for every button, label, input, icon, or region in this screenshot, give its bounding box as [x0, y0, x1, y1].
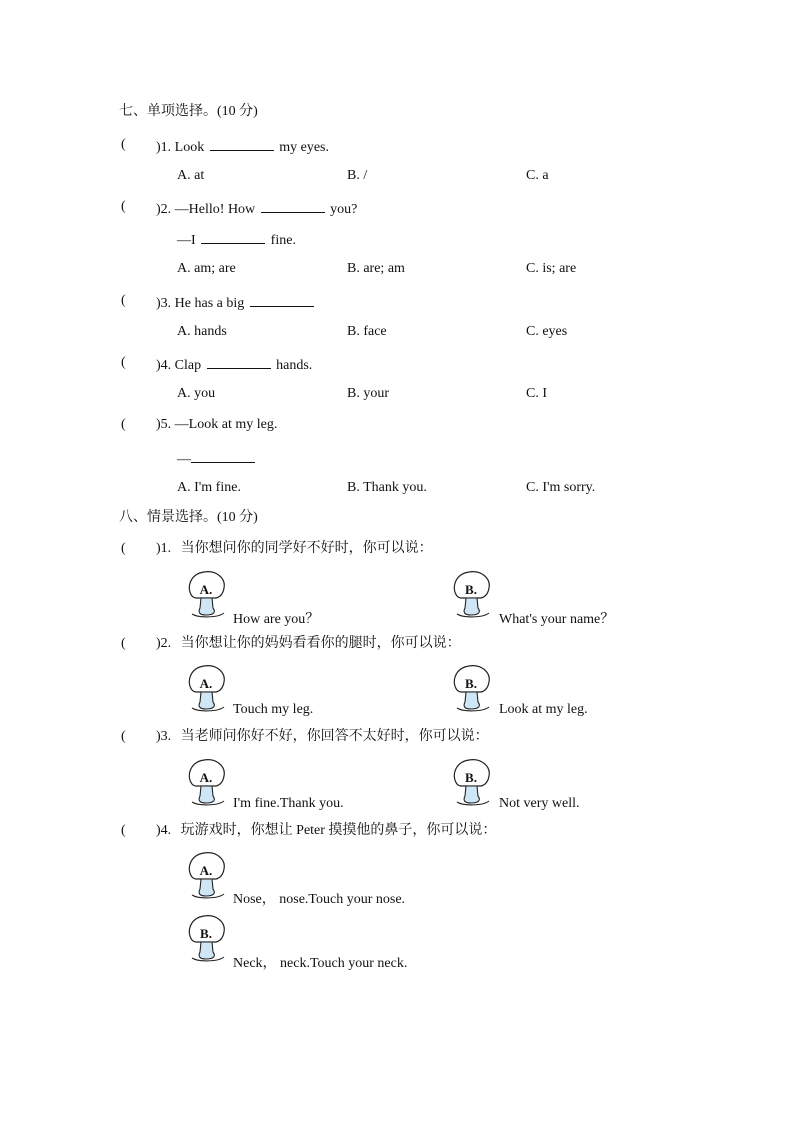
question-number: )2. — [156, 636, 172, 651]
question-number: )4. — [156, 823, 172, 838]
question-8-2 — [156, 635, 461, 653]
mushroom-icon[interactable] — [451, 570, 499, 620]
question-text: Look — [174, 140, 205, 155]
question-text: — — [177, 452, 191, 467]
option-b-text[interactable]: Not very well. — [499, 796, 580, 811]
question-8-4 — [156, 822, 496, 840]
question-8-3 — [156, 728, 489, 746]
fill-blank[interactable] — [250, 292, 314, 307]
question-number: )1. — [156, 541, 172, 556]
answer-paren[interactable] — [121, 198, 126, 216]
paren-open: ( — [121, 541, 126, 556]
answer-paren[interactable] — [121, 416, 126, 434]
mushroom-icon[interactable] — [451, 758, 499, 808]
option-b[interactable]: B. Thank you. — [347, 480, 427, 495]
fill-blank[interactable] — [191, 448, 255, 463]
fill-blank[interactable] — [210, 136, 274, 151]
question-7-2 — [156, 198, 357, 219]
option-a[interactable]: A. am; are — [177, 261, 236, 276]
option-letter: A. — [199, 582, 213, 597]
question-number: )2. — [156, 202, 172, 217]
answer-paren[interactable] — [121, 292, 126, 310]
option-letter: A. — [199, 863, 213, 878]
paren-open: ( — [121, 293, 126, 308]
option-a[interactable]: A. hands — [177, 324, 227, 339]
option-c[interactable]: C. a — [526, 168, 549, 183]
question-text: fine. — [270, 233, 296, 248]
paren-open: ( — [121, 199, 126, 214]
option-c[interactable]: C. I'm sorry. — [526, 480, 596, 495]
question-7-2-line2 — [177, 229, 296, 250]
section-8-title: 八、情景选择。(10 分) — [119, 510, 258, 525]
question-number: )5. — [156, 417, 172, 432]
question-7-5-line2 — [177, 448, 257, 469]
option-c[interactable]: C. I — [526, 386, 547, 401]
option-letter: B. — [465, 676, 477, 691]
section-7-title: 七、单项选择。(10 分) — [119, 104, 258, 119]
question-text: hands. — [276, 358, 313, 373]
question-8-1 — [156, 540, 433, 558]
question-prompt: 当你想问你的同学好不好时，你可以说： — [180, 541, 433, 556]
option-b-text[interactable]: Look at my leg. — [499, 702, 588, 717]
fill-blank[interactable] — [201, 229, 265, 244]
option-b[interactable]: B. / — [347, 168, 368, 183]
mushroom-icon[interactable] — [186, 664, 234, 714]
answer-paren[interactable] — [121, 635, 126, 653]
option-a[interactable]: A. I'm fine. — [177, 480, 241, 495]
mushroom-icon[interactable] — [186, 570, 234, 620]
paren-open: ( — [121, 417, 126, 432]
paren-open: ( — [121, 137, 126, 152]
question-text: you? — [330, 202, 358, 217]
answer-paren[interactable] — [121, 540, 126, 558]
option-c[interactable]: C. is; are — [526, 261, 577, 276]
answer-paren[interactable] — [121, 822, 126, 840]
question-text: my eyes. — [279, 140, 329, 155]
paren-open: ( — [121, 823, 126, 838]
option-letter: A. — [199, 676, 213, 691]
option-b[interactable]: B. your — [347, 386, 389, 401]
paren-open: ( — [121, 636, 126, 651]
question-text: —Hello! How — [174, 202, 256, 217]
question-7-4 — [156, 354, 312, 375]
question-7-3 — [156, 292, 316, 313]
question-text: —I — [177, 233, 196, 248]
option-c[interactable]: C. eyes — [526, 324, 568, 339]
option-a-text[interactable]: Nose， nose.Touch your nose. — [233, 892, 406, 907]
question-prompt: 玩游戏时，你想让 Peter 摸摸他的鼻子，你可以说： — [180, 823, 497, 838]
question-text: He has a big — [174, 296, 245, 311]
option-letter: B. — [465, 770, 477, 785]
question-7-5 — [156, 416, 277, 434]
question-text: Clap — [174, 358, 202, 373]
fill-blank[interactable] — [207, 354, 271, 369]
question-number: )3. — [156, 729, 172, 744]
option-letter: B. — [465, 582, 477, 597]
option-letter: A. — [199, 770, 213, 785]
answer-paren[interactable] — [121, 354, 126, 372]
mushroom-icon[interactable] — [186, 851, 234, 901]
question-text: —Look at my leg. — [174, 417, 278, 432]
option-a-text[interactable]: How are you？ — [233, 612, 320, 627]
fill-blank[interactable] — [261, 198, 325, 213]
question-prompt: 当你想让你的妈妈看看你的腿时，你可以说： — [180, 636, 461, 651]
paren-open: ( — [121, 729, 126, 744]
question-number: )1. — [156, 140, 172, 155]
option-a-text[interactable]: I'm fine.Thank you. — [233, 796, 344, 811]
mushroom-icon[interactable] — [186, 758, 234, 808]
option-a[interactable]: A. you — [177, 386, 216, 401]
answer-paren[interactable] — [121, 136, 126, 154]
mushroom-icon[interactable] — [186, 914, 234, 964]
option-b-text[interactable]: Neck， neck.Touch your neck. — [233, 956, 408, 971]
paren-open: ( — [121, 355, 126, 370]
option-b[interactable]: B. face — [347, 324, 387, 339]
question-7-1 — [156, 136, 329, 157]
option-b[interactable]: B. are; am — [347, 261, 405, 276]
option-a[interactable]: A. at — [177, 168, 205, 183]
question-number: )3. — [156, 296, 172, 311]
option-a-text[interactable]: Touch my leg. — [233, 702, 314, 717]
question-number: )4. — [156, 358, 172, 373]
option-b-text[interactable]: What's your name？ — [499, 612, 615, 627]
mushroom-icon[interactable] — [451, 664, 499, 714]
answer-paren[interactable] — [121, 728, 126, 746]
option-letter: B. — [200, 926, 212, 941]
question-prompt: 当老师问你好不好，你回答不太好时，你可以说： — [180, 729, 489, 744]
